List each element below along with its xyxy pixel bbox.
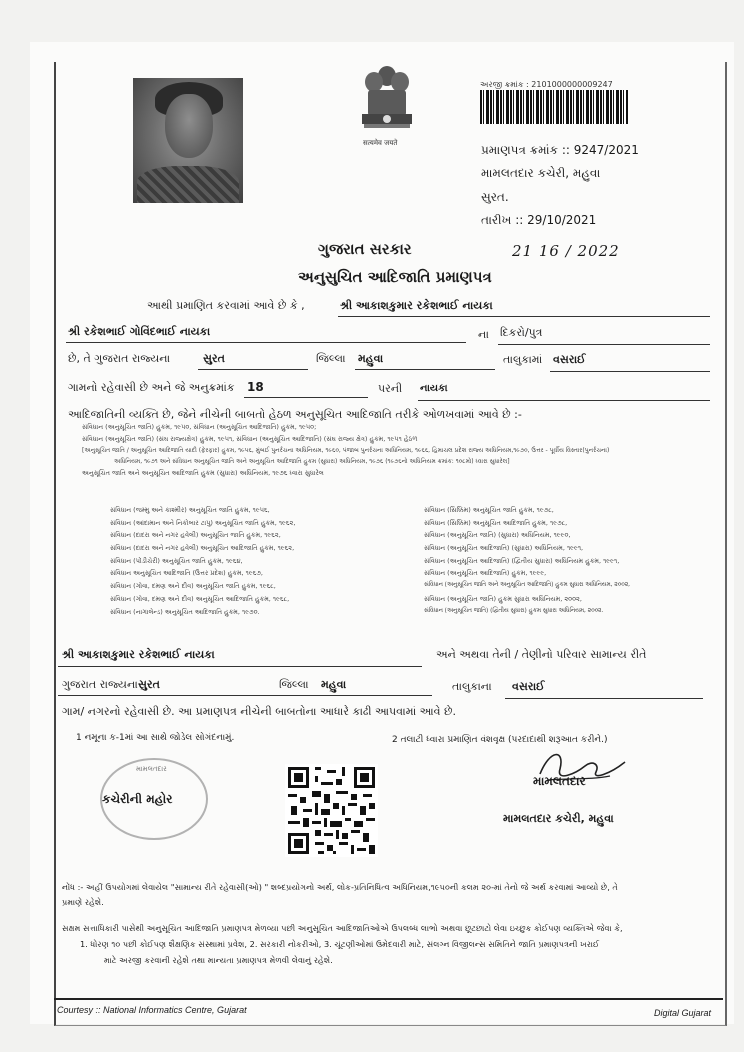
- order-item: સંવિધાન (અનુસૂચિત જાતિ) (દ્વિતીય સુધારા) હુકમ સુધારા અધિનિયમ, ૨૦૦૨.: [424, 607, 604, 614]
- row4-prefix: ગામનો રહેવાસી છે અને જે અનુક્રમાંક: [68, 381, 235, 394]
- row3-prefix: છે, તે ગુજરાત રાજ્યના: [68, 352, 171, 365]
- jilla-label: જિલ્લા: [316, 352, 346, 365]
- order-item: [અનુસૂચિત જાતિ / અનુસૂચિત આદિજાતિ યાદી (ફેરફાર) હુકમ, ૧૯૫૬, મુંબઈ પુનર્રચના અધિનિયમ, ૧૯૬૦, પંજાબ પુનર્રચના અધિનિયમ, ૧૯૬૬, હિમાચલ પ્રદેશ રાજ્ય અધિનિયમ,૧૯૭૦, ઉત્તર - પૂર્વીય વિસ્તાર(પુનર્રચના): [82, 447, 610, 454]
- tribe-name: નાયકા: [420, 383, 448, 394]
- serial-number: 18: [247, 380, 264, 394]
- signatory-office: મામલતદાર કચેરી, મહુવા: [503, 812, 614, 825]
- order-item: સંવિધાન અનુસૂચિત આદિજાતિ (ઉત્તર પ્રદેશ) હુકમ, ૧૯૬૭,: [110, 569, 263, 578]
- note-line-2: પ્રમાણે રહેશે.: [62, 897, 104, 907]
- footer-courtesy: Courtesy :: National Informatics Centre, Gujarat: [57, 1005, 247, 1015]
- note-line-4: 1. ધોરણ ૧૦ પછી કોઈપણ શૈક્ષણિક સંસ્થામાં પ્રવેશ, 2. સરકારી નોકરીઓ, 3. ચૂંટણીઓમાં ઉમેદવારી માટે, સંલગ્ન વિજીલન્સ સમિતિને જાતિ પ્રમાણપત્રની ખરાઈ: [80, 939, 600, 949]
- family-text: અને અથવા તેની / તેણીનો પરિવાર સામાન્ય રીતે: [436, 648, 647, 661]
- relation: દિકરો/પુત્ર: [500, 326, 543, 339]
- order-item: સંવિધાન (સિક્કિમ) અનુસૂચિત જાતિ હુકમ, ૧૯૭૮,: [424, 506, 554, 514]
- order-item: સંવિધાન (દાદરા અને નગર હવેલી) અનુસૂચિત જાતિ હુકમ, ૧૯૬૨,: [110, 531, 281, 540]
- footer-brand: Digital Gujarat: [654, 1008, 712, 1018]
- application-number: અરજી ક્રમાંક : 2101000000009247: [480, 80, 613, 89]
- order-item: અધિનિયમ, ૧૯૭૧ અને સંવિધાન અનુસૂચિત જાતિ અને અનુસૂચિત આદિજાતિ હુકમ (સુધારા) અધિનિયમ, ૧૯૭૬ (૧૯૭૬નો અધિનિયમ ક્રમાંક: ૧૦૮મો) ધ્વારા સુધારેલ]: [114, 458, 510, 465]
- residence-taluka-label: તાલુકાના: [452, 680, 492, 693]
- issuing-district: સુરત.: [481, 190, 509, 204]
- order-item: સંવિધાન (અનુસૂચિત જાતિ) હુકમ, ૧૯૫૦, સંવિધાન (અનુસૂચિત આદિજાતિ) હુકમ, ૧૯૫૦;: [82, 423, 317, 431]
- note-line-3: સક્ષમ સત્તાધિકારી પાસેથી અનુસૂચિત આદિજાતિ પ્રમાણપત્ર મેળવ્યા પછી અનુસૂચિત આદિજાતિઓએ ઉપલબ્ધ લાભો અથવા છૂટછાટો લેવા ઇચ્છુક કોઈપણ વ્યક્તિએ જેવા કે,: [62, 923, 623, 933]
- residence-taluka: મહુવા: [321, 678, 347, 691]
- residence-state: ગુજરાત રાજ્યના: [62, 678, 138, 691]
- taluka-label: તાલુકામાં: [503, 353, 543, 366]
- orders-left-list: [110, 506, 410, 620]
- barcode: [480, 90, 628, 124]
- village-value: વસરાઈ: [553, 353, 586, 366]
- residence-name: શ્રી આકાશકુમાર રકેશભાઈ નાયકા: [62, 648, 215, 661]
- residence-basis-text: ગામ/ નગરનો રહેવાસી છે. આ પ્રમાણપત્ર નીચેની બાબતોના આધારે કાઢી આપવામાં આવે છે.: [62, 705, 457, 718]
- office-seal-label: કચેરીની મહોર: [102, 792, 173, 806]
- note-line-5: માટે અરજી કરવાની રહેશે તથા માન્યતા પ્રમાણપત્ર મેળવી લેવાનું રહેશે.: [104, 955, 333, 965]
- order-item: સંવિધાન (અનુસૂચિત જાતિ અને અનુસૂચિત આદિજાતિ) હુકમ સુધારા અધિનિયમ, ૨૦૦૨,: [424, 582, 630, 589]
- order-item: સંવિધાન (જમ્મુ અને કાશ્મીર) અનુસૂચિત જાતિ હુકમ, ૧૯૫૬,: [110, 506, 270, 514]
- certificate-title: અનુસુચિત આદિજાતિ પ્રમાણપત્ર: [298, 268, 492, 286]
- note-line-1: નોંધ :- અહીં ઉપયોગમાં લેવાયેલ "સામાન્ય રીતે રહેવાસી(ઓ) " શબ્દપ્રયોગનો અર્થ, લોક-પ્રતિનિધિત્વ અધિનિયમ,૧૯૫૦ની કલમ ૨૦-માં તેનો જે અર્થ કરવામાં આવ્યો છે, તે: [62, 882, 618, 892]
- order-item: સંવિધાન (અનુસૂચિત આદિજાતિ) (દ્વિતીય સુધારા) અધિનિયમ હુકમ, ૧૯૯૧,: [424, 556, 620, 565]
- order-item: સંવિધાન (સિક્કિમ) અનુસૂચિત આદિજાતિ હુકમ, ૧૯૭૮,: [424, 518, 568, 527]
- footer-rule: [54, 998, 723, 1000]
- order-item: સંવિધાન (નાગાલેન્ડ) અનુસૂચિત આદિજાતિ હુકમ, ૧૯૭૦.: [110, 607, 260, 616]
- national-emblem-icon: [356, 62, 418, 144]
- handwritten-date: 21 16 / 2022: [512, 242, 620, 260]
- na-label: ના: [478, 328, 489, 341]
- order-item: સંવિધાન (અનુસૂચિત જાતિ) (સુધારા) અધિનિયમ, ૧૯૯૦,: [424, 531, 571, 540]
- order-item: સંવિધાન (અનુસૂચિત આદિજાતિ) (સુધારા) અધિનિયમ, ૧૯૯૧,: [424, 544, 584, 553]
- qr-code: [285, 764, 378, 857]
- emblem-motto: सत्यमेव जयते: [363, 139, 398, 147]
- order-item: સંવિધાન (ગોવા, દમણ અને દીવ) અનુસૂચિત આદિજાતિ હુકમ, ૧૯૬૮,: [110, 594, 290, 603]
- district-value: સુરત: [203, 352, 225, 365]
- order-item: સંવિધાન (અનુસૂચિત જાતિ) (સંઘ રાજ્યક્ષેત્ર) હુકમ, ૧૯૫૧, સંવિધાન (અનુસૂચિત આદિજાતિ) (સંઘ રાજ્ય ક્ષેત્ર) હુકમ, ૧૯૫૧ હેઠળ: [82, 435, 418, 443]
- certificate-number: પ્રમાણપત્ર ક્રમાંક :: 9247/2021: [481, 143, 639, 157]
- order-item: સંવિધાન (દાદરા અને નગર હવેલી) અનુસૂચિત આદિજાતિ હુકમ, ૧૯૬૨,: [110, 544, 295, 553]
- issue-date: તારીખ :: 29/10/2021: [481, 213, 597, 227]
- issuing-office: મામલતદાર કચેરી, મહુવા: [481, 166, 601, 180]
- order-item: સંવિધાન (આંદામાન અને નિકોબાર ટાપુ) અનુસૂચિત જાતિ હુકમ, ૧૯૬૨,: [110, 518, 296, 527]
- government-title: ગુજરાત સરકાર: [318, 240, 412, 258]
- certify-text: આથી પ્રમાણિત કરવામાં આવે છે કે ,: [147, 299, 305, 312]
- order-item: સંવિધાન (ગોવા, દમણ અને દીવ) અનુસૂચિત જાતિ હુકમ, ૧૯૬૮,: [110, 582, 276, 591]
- order-item: સંવિધાન (અનુસૂચિત જાતિ) હુકમ સુધારા અધિનિયમ, ૨૦૦૨,: [424, 594, 582, 603]
- orders-top-list: [82, 423, 712, 481]
- orders-right-list: [424, 506, 714, 620]
- basis-item-2: 2 તલાટી ધ્વારા પ્રમાણિત વંશવૃક્ષ (પરદાદાથી શરૂઆત કરીને.): [392, 735, 608, 745]
- residence-jilla-label: જિલ્લા: [279, 678, 309, 691]
- order-item: અનુસૂચિત જાતિ અને અનુસૂચિત આદિજાતિ હુકમ (સુધારા) અધિનિયમ, ૧૯૭૬ ધ્વારા સુધારેલ: [82, 469, 324, 477]
- seal-ring-text: મામલતદાર: [136, 765, 167, 773]
- applicant-photo: [133, 78, 243, 203]
- basis-item-1: 1 નમૂના ક-1માં આ સાથે જોડેલ સોગંદનામું.: [76, 733, 235, 743]
- order-item: સંવિધાન (અનુસૂચિત આદિજાતિ) હુકમ, ૧૯૯૯,: [424, 569, 547, 578]
- order-item: સંવિધાન (પોંડીચેરી) અનુસૂચિત જાતિ હુકમ, ૧૯૬૪,: [110, 556, 243, 565]
- residence-village: વસરાઈ: [512, 680, 545, 693]
- father-name: શ્રી રકેશભાઈ ગોવિંદભાઈ નાયકા: [68, 325, 211, 338]
- parni-label: પરની: [378, 382, 403, 395]
- residence-district: સુરત: [138, 678, 160, 691]
- taluka-value: મહુવા: [358, 352, 384, 365]
- person-name: શ્રી આકાશકુમાર રકેશભાઈ નાયકા: [340, 299, 493, 312]
- signatory-title: મામલતદાર: [533, 774, 586, 788]
- recognition-text: આદિજાતિની વ્યક્તિ છે, જેને નીચેની બાબતો હેઠળ અનુસૂચિત આદિજાતિ તરીકે ઓળખવામાં આવે છે :-: [68, 408, 522, 421]
